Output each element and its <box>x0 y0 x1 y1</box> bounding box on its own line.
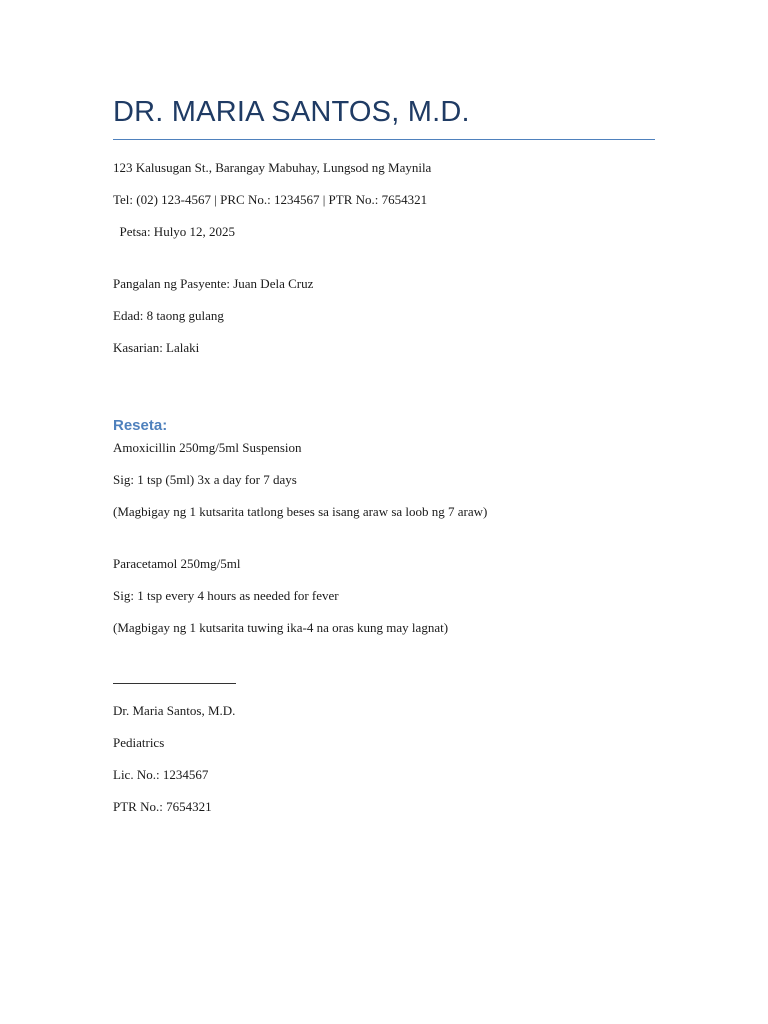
signatory-specialty: Pediatrics <box>113 735 165 750</box>
drug-instruction: (Magbigay ng 1 kutsarita tatlong beses sa isang araw sa loob ng 7 araw) <box>113 504 488 519</box>
doctor-name-title: DR. MARIA SANTOS, M.D. <box>113 96 470 128</box>
drug-sig: Sig: 1 tsp every 4 hours as needed for fever <box>113 588 339 603</box>
patient-sex: Kasarian: Lalaki <box>113 340 200 355</box>
drug-sig: Sig: 1 tsp (5ml) 3x a day for 7 days <box>113 472 297 487</box>
prescription-date: Petsa: Hulyo 12, 2025 <box>113 224 236 239</box>
drug-name: Amoxicillin 250mg/5ml Suspension <box>113 440 302 455</box>
title-divider <box>113 139 655 140</box>
prescription-heading: Reseta: <box>113 417 168 434</box>
clinic-address: 123 Kalusugan St., Barangay Mabuhay, Lungsod ng Maynila <box>113 160 432 175</box>
signatory-ptr: PTR No.: 7654321 <box>113 799 212 814</box>
drug-instruction: (Magbigay ng 1 kutsarita tuwing ika-4 na oras kung may lagnat) <box>113 620 449 635</box>
drug-name: Paracetamol 250mg/5ml <box>113 556 241 571</box>
patient-age: Edad: 8 taong gulang <box>113 308 224 323</box>
clinic-contact: Tel: (02) 123-4567 | PRC No.: 1234567 | PTR No.: 7654321 <box>113 192 428 207</box>
signatory-license: Lic. No.: 1234567 <box>113 767 209 782</box>
signature-line <box>113 683 236 684</box>
signatory-name: Dr. Maria Santos, M.D. <box>113 703 236 718</box>
patient-name: Pangalan ng Pasyente: Juan Dela Cruz <box>113 276 314 291</box>
